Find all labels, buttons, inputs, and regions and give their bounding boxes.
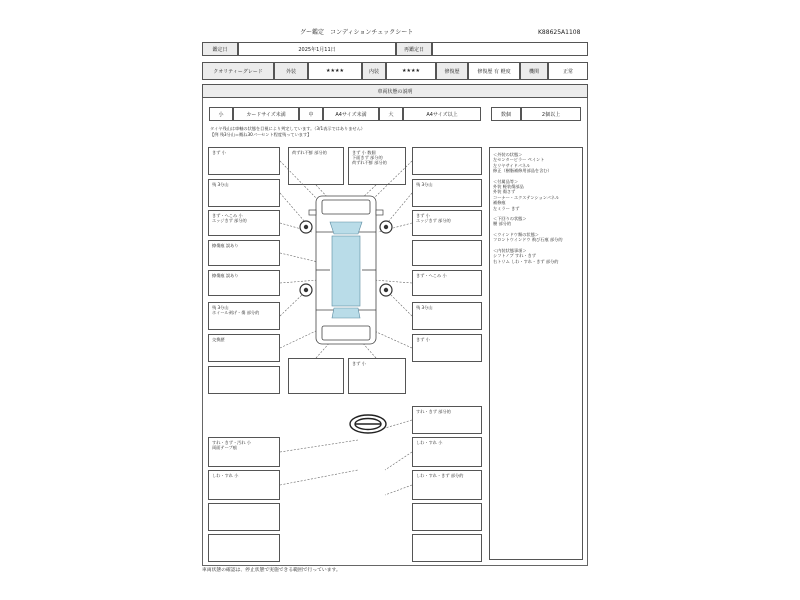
note-line: ＜付属品等＞ (493, 178, 519, 184)
note-line: 左ミラー きず (493, 205, 520, 211)
callout-interior-right: すれ・きず 部分的 (412, 406, 482, 434)
note-line: ＜下回りの状態＞ (493, 216, 527, 222)
callout-right: 残 3分山 (412, 302, 482, 330)
callout-left: 残 3分山 (208, 179, 280, 207)
note-line: 補修痕 (493, 200, 506, 206)
note-line: コーナー・エクステンションパネル (493, 194, 560, 200)
legend-count-desc: 2個以上 (521, 107, 581, 121)
callout-right: きず 小 エッジきず 部分的 (412, 210, 482, 236)
exterior-stars: ★★★★ (308, 62, 362, 80)
callout-bottom: きず 小 (348, 358, 406, 394)
note-line: 腰 部分的 (493, 221, 512, 227)
note-line: ＜内装状態事項＞ (493, 247, 527, 253)
legend-large: 大 (379, 107, 403, 121)
note-line: ＜外装の状態＞ (493, 152, 523, 157)
callout-left: 擦傷痕 誤あり (208, 270, 280, 296)
steering-wheel-icon (350, 415, 386, 433)
expiry-label: 再鑑定日 (396, 42, 432, 56)
note-line: 外装 軽装傷部品 (493, 184, 524, 190)
note-line: 外装 傷さず (493, 189, 516, 195)
callout-left: きず・へこみ 小 エッジきず 部分的 (208, 210, 280, 236)
callout-left: 残 3分山 ホイール剥げ・傷 部分的 (208, 302, 280, 330)
note-line: 左センターピラー ペイント (493, 157, 545, 163)
interior-label: 内装 (362, 62, 386, 80)
callout-top: きず 小 数個 下面きず 部分的 荷ずれ不鮮 部分的 (348, 147, 406, 185)
interior-stars: ★★★★ (386, 62, 436, 80)
note-line: 左リヤサイドパネル (493, 162, 531, 168)
footer-note: 車両状態の確認は、停止状態で実施できる範囲で行っています。 (202, 568, 341, 573)
appraisal-date-label: 鑑定日 (202, 42, 238, 56)
callout-interior-left: しわ・すれ 小 (208, 470, 280, 500)
legend-small-desc: カードサイズ未満 (233, 107, 299, 121)
callout-right: きず・へこみ 小 (412, 270, 482, 296)
legend-count: 数個 (491, 107, 521, 121)
callout-interior-right: しわ・すれ・きず 部分的 (412, 470, 482, 500)
engine-label: 機関 (520, 62, 548, 80)
sheet-code: K88625A1108 (538, 29, 581, 36)
repair-value: 修復歴 有 軽度 (468, 62, 520, 80)
appraisal-date-value: 2025年1月11日 (238, 42, 396, 56)
section-title: 車両状態の説明 (202, 84, 588, 98)
legend-large-desc: A4サイズ以上 (403, 107, 481, 121)
callout-right: 残 3分山 (412, 179, 482, 207)
legend-medium: 中 (299, 107, 323, 121)
tire-note-1: タイヤ残山は車軸の状態を目視により判定しています。（3/1表示ではありません） (210, 126, 365, 131)
repair-label: 修復歴 (436, 62, 468, 80)
sheet-title: グー鑑定 コンディションチェックシート (300, 29, 414, 36)
legend-medium-desc: A4サイズ未満 (323, 107, 379, 121)
note-line: フロントウインドウ 飛び石痕 部分的 (493, 237, 563, 243)
note-line: 修正（樹脂補修用部品を含む） (493, 168, 552, 174)
callout-interior-right: しわ・すれ 小 (412, 437, 482, 467)
callout-top: 荷ずれ不鮮 部分的 (288, 147, 344, 185)
legend-small: 小 (209, 107, 233, 121)
engine-value: 正常 (548, 62, 588, 80)
note-line: 右トリム しわ・すれ・きず 部分的 (493, 258, 559, 264)
exterior-label: 外装 (274, 62, 308, 80)
callout-left: 擦傷痕 誤あり (208, 240, 280, 266)
quality-grade-label: クオリティーグレード (202, 62, 274, 80)
tire-note-2: 【例 残3分山＝概ね30パーセント程度残っています】 (210, 132, 312, 137)
note-line: ＜ウインドウ類の状態＞ (493, 231, 539, 237)
callout-left: 交換歴 (208, 334, 280, 362)
callout-right: きず 小 (412, 334, 482, 362)
note-line: シフトノブ すれ・きず (493, 253, 536, 259)
callout-interior-left: すれ・きず・汚れ 小 両面テープ痕 (208, 437, 280, 467)
callout-left: きず 小 (208, 147, 280, 175)
